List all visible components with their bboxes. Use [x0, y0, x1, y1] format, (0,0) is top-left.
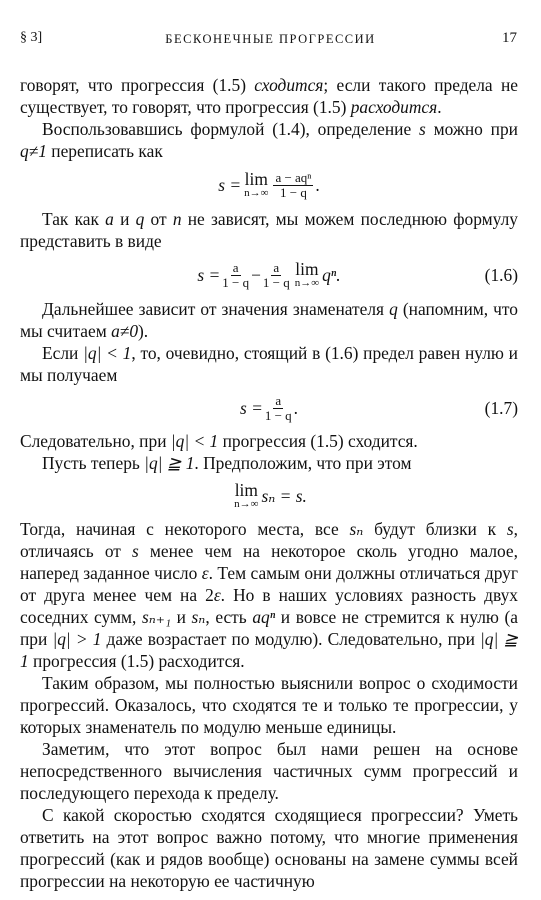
- page-body: [20, 74, 518, 892]
- formula-1-6: s = $\frac{a}{1 - q}$ − $\frac{a}{1 - q}$ lim n→∞ qⁿ. (1.6): [197, 259, 518, 290]
- section-marker: § 3]: [20, 30, 43, 45]
- paragraph-2: Воспользовавшись формулой (1.4), определение s можно при q≠1 переписать как: [20, 119, 518, 161]
- paragraph-6: Следовательно, при |q| < 1 прогрессия (1.5) сходится.: [20, 431, 418, 451]
- paragraph-10: Заметим, что этот вопрос был нами решен на основе непосредственного вычисления частичных сумм прогрессий и последующего перехода к пределу.: [20, 739, 518, 803]
- page-number: 17: [502, 30, 517, 46]
- formula-limit-sn: lim n→∞ sₙ = s.: [234, 480, 307, 510]
- paragraph-9: Таким образом, мы полностью выяснили вопрос о сходимости прогрессий. Оказалось, что сходятся те и только те прогрессии, у которых знаменатель по модулю меньше единицы.: [20, 673, 518, 737]
- formula-1-7: s = $\frac{a}{1 - q}$ . (1.7): [239, 392, 518, 423]
- paragraph-8: Тогда, начиная с некоторого места, все sₙ будут близки к s, отличаясь от s менее чем на некоторое сколь угодно малое, наперед заданное число ε. Тем самым они должны отличаться друг от друга менее чем на 2ε. Но в наших условиях разность двух соседних сумм, sₙ₊₁ и sₙ, есть aqⁿ и вовсе не стремится к нулю (а при |q| > 1 даже возрастает по модулю). Следовательно, при |q| ≧ 1 прогрессия (1.5) расходится.: [20, 519, 518, 671]
- paragraph-3: Так как a и q от n не зависят, мы можем последнюю формулу представить в виде: [20, 209, 518, 251]
- equation-number: (1.6): [484, 265, 518, 285]
- running-head: БЕСКОНЕЧНЫЕ ПРОГРЕССИИ: [165, 32, 376, 46]
- paragraph-11: С какой скоростью сходятся сходящиеся прогрессии? Уметь ответить на этот вопрос важно потому, что многие применения прогрессий (как и рядов вообще) основаны на замене суммы всей прогрессии на некоторую ее частичную: [20, 805, 518, 891]
- formula-limit-sum: s = lim n→∞ a − aqⁿ 1 − q .: [218, 169, 320, 200]
- paragraph-1: говорят, что прогрессия (1.5) сходится; если такого предела не существует, то говорят, что прогрессия (1.5) расходится.: [20, 75, 518, 117]
- paragraph-7: Пусть теперь |q| ≧ 1. Предположим, что при этом: [42, 453, 412, 473]
- equation-number: (1.7): [484, 398, 518, 418]
- paragraph-5: Если |q| < 1, то, очевидно, стоящий в (1.6) предел равен нулю и мы получаем: [20, 343, 518, 385]
- paragraph-4: Дальнейшее зависит от значения знаменателя q (напомним, что мы считаем a≠0).: [20, 299, 518, 341]
